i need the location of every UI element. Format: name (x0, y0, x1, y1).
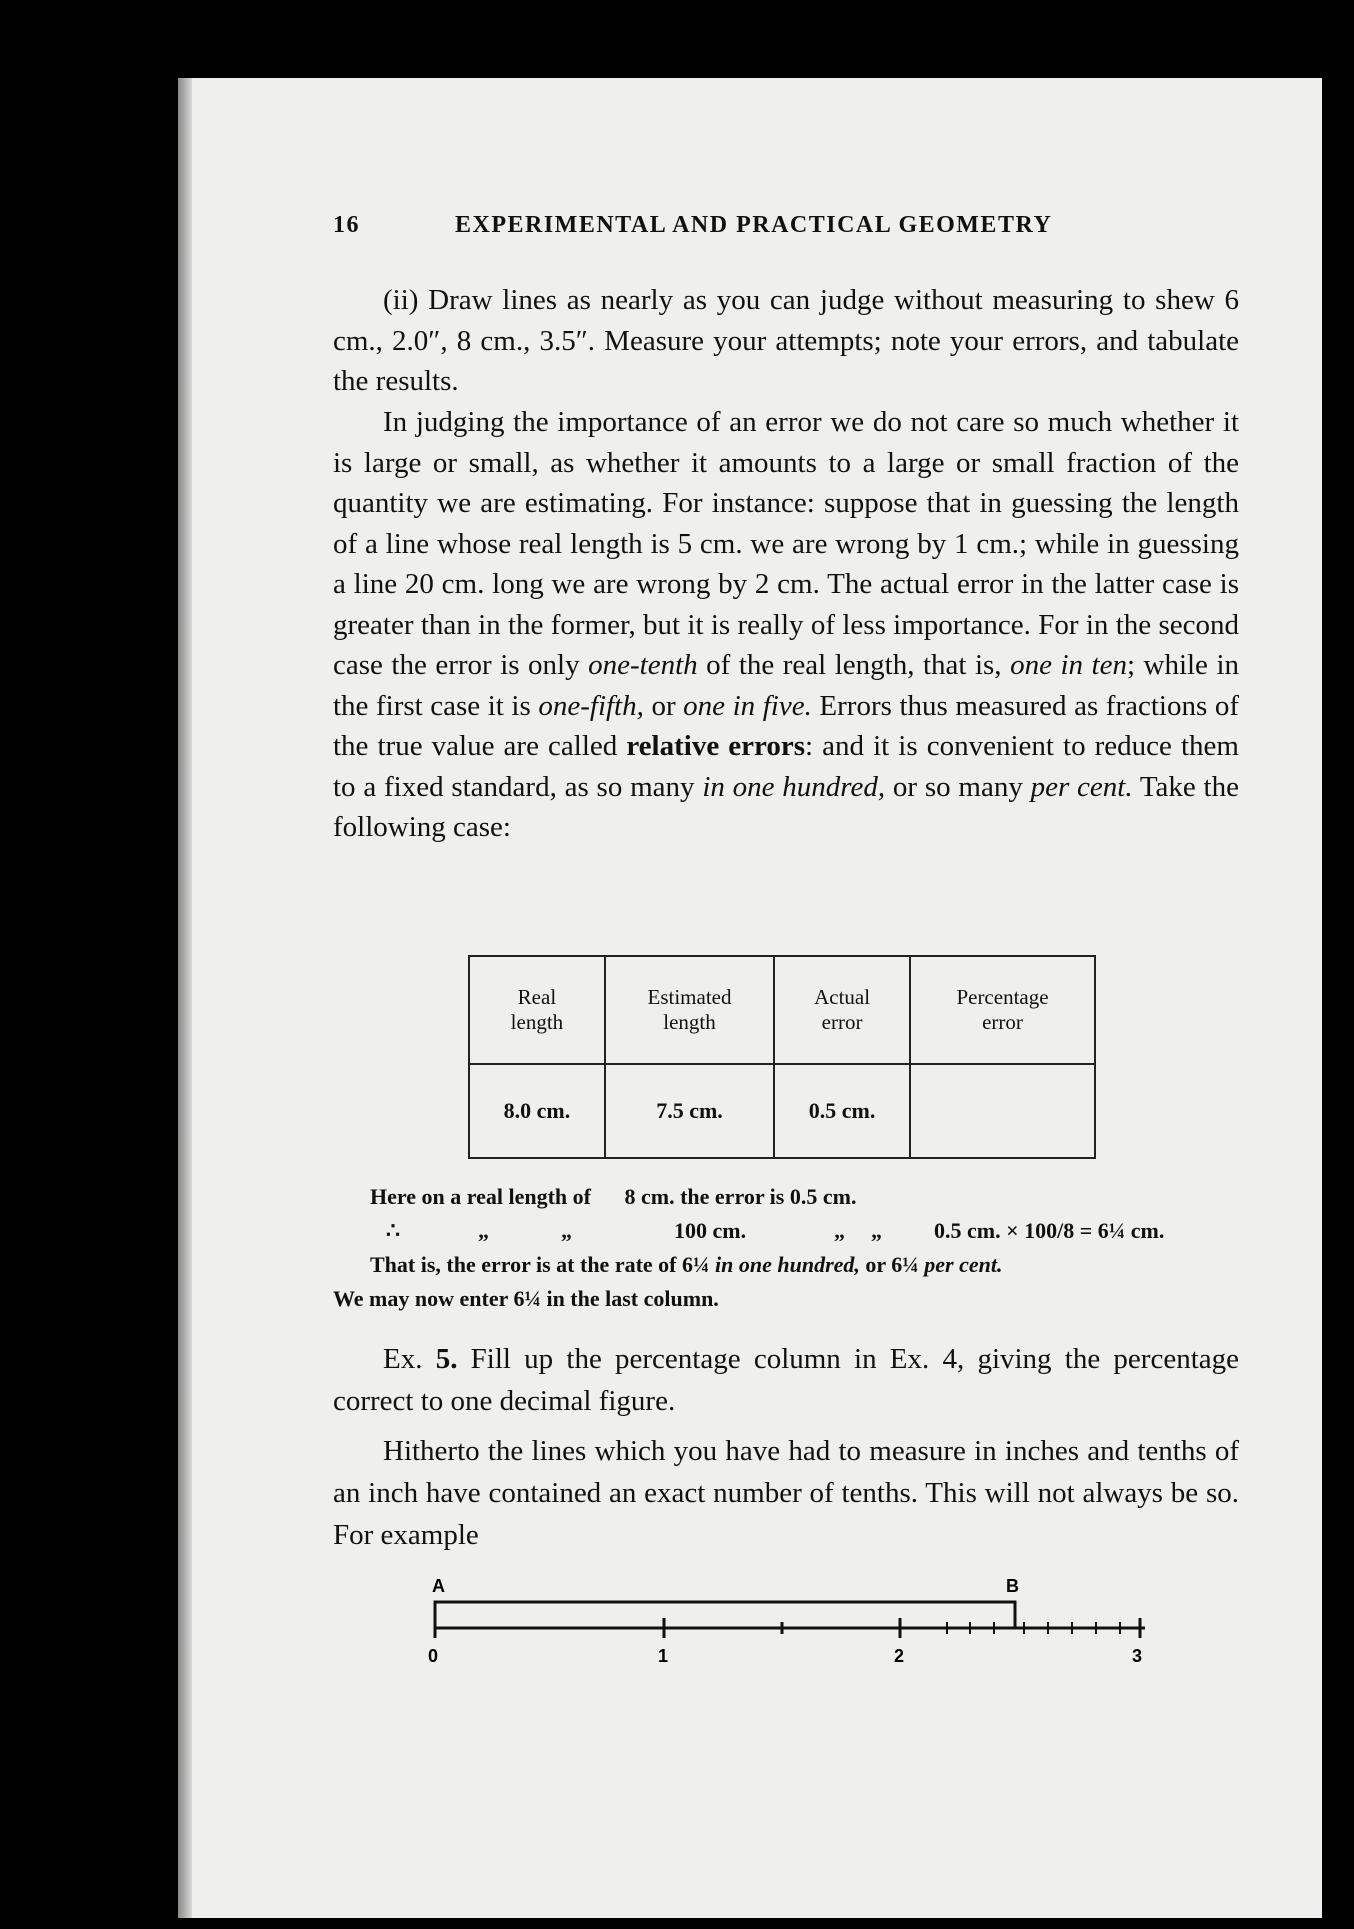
table-header-row (469, 956, 1095, 1064)
header-percentage-error: Percentage error (910, 956, 1095, 1064)
term-relative-errors: relative errors (626, 730, 806, 762)
tick-label-1: 1 (658, 1646, 669, 1666)
table-row (469, 1064, 1095, 1158)
cell-estimated-length: 7.5 cm. (605, 1064, 774, 1158)
scan-border (1322, 78, 1354, 1918)
error-table (468, 955, 1096, 1159)
exercise-number: 5. (435, 1343, 458, 1375)
paragraph-hitherto: Hitherto the lines which you have had to measure in inches and tenths of an inch have contained an exact number of tenths. This will not always be so. For example (333, 1435, 1239, 1551)
running-title: EXPERIMENTAL AND PRACTICAL GEOMETRY (455, 212, 1053, 238)
tick-label-2: 2 (894, 1646, 905, 1666)
tick-label-0: 0 (428, 1646, 439, 1666)
tick-label-3: 3 (1132, 1646, 1143, 1666)
header-real-length: Real length (469, 956, 605, 1064)
header-estimated-length: Estimated length (605, 956, 774, 1064)
point-a-label: A (432, 1576, 445, 1596)
paragraph-text: (ii) Draw lines as nearly as you can judge without measuring to shew 6 cm., 2.0″, 8 cm., 3.5″. Measure your attempts; note your errors, and tabulate the results. (333, 284, 1239, 397)
cell-percentage-error (910, 1064, 1095, 1158)
cell-real-length: 8.0 cm. (469, 1064, 605, 1158)
exercise-5: Ex. 5. Fill up the percentage column in Ex. 4, giving the percentage correct to one decimal figure. (333, 1343, 1239, 1417)
page-binding-edge (178, 78, 192, 1918)
point-b-label: B (1006, 1576, 1019, 1596)
paragraph-relative-errors: In judging the importance of an error we do not care so much whether it is large or small, as whether it amounts to a large or small fraction of the quantity we are estimating. For instance: suppose that in guessing the length of a line whose real length is 5 cm. we are wrong by 1 cm.; while in guessing a line 20 cm. long we are wrong by 2 cm. The actual error in the latter case is greater than in the former, but it is really of less importance. For in the second case the error is only one-tenth of the real length, that is, one in ten; while in the first case it is one-fifth, or one in five. Errors thus measured as fractions of the true value are called relative errors: and it is convenient to reduce them to a fixed standard, as so many in one hundred, or so many per cent. Take the following case: (333, 406, 1239, 843)
paragraph-draw-lines (333, 280, 1239, 402)
segment-ab (435, 1602, 1015, 1628)
header-actual-error: Actual error (774, 956, 910, 1064)
ruler-figure (410, 1570, 1170, 1680)
page-number: 16 (333, 212, 360, 238)
cell-actual-error: 0.5 cm. (774, 1064, 910, 1158)
